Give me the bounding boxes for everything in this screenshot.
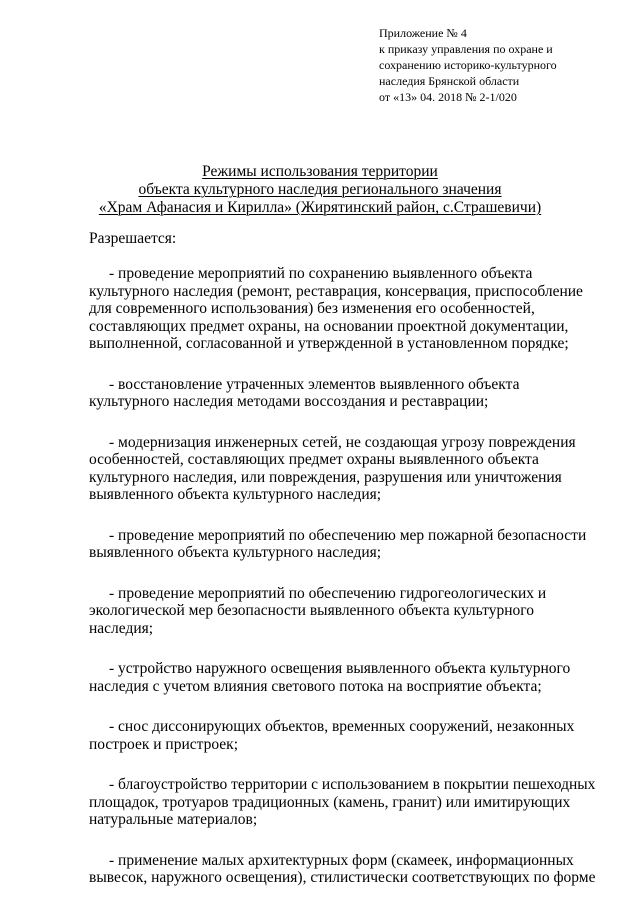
title-line: «Храм Афанасия и Кирилла» (Жирятинский район, с.Страшевичи) [98,199,542,216]
paragraph-line: - устройство наружного освещения выявленного объекта культурного [109,660,571,677]
list-item [89,660,609,695]
intro-heading: Разрешается: [89,230,177,247]
appendix-line: сохранению историко-культурного [379,58,557,72]
paragraph-line: построек и пристроек; [89,735,239,753]
paragraph-line: - проведение мероприятий по обеспечению гидрогеологических и [109,584,547,602]
appendix-line: наследия Брянской области [379,74,520,88]
paragraph-line: - применение малых архитектурных форм (скамеек, информационных [109,851,574,869]
title-line: объекта культурного наследия регионального значения [138,181,502,198]
paragraph-line: выполненной, согласованной и утвержденной в установленном порядке; [89,335,569,352]
paragraph-line: выявленного объекта культурного наследия; [89,486,382,503]
list-item [89,776,609,829]
paragraph-line: - восстановление утраченных элементов выявленного объекта [109,375,520,393]
paragraph-line: для современного использования) без изменения его особенностей, [89,300,535,317]
paragraph-line: - проведение мероприятий по обеспечению мер пожарной безопасности [109,526,587,544]
title-line: Режимы использования территории [202,163,438,180]
list-item [89,852,609,887]
list-item [89,265,609,353]
paragraph-line: культурного наследия (ремонт, реставрация, консервация, приспособление [89,282,583,300]
paragraph-line: площадок, тротуаров традиционных (камень, гранит) или имитирующих [89,793,571,811]
paragraph-line: наследия с учетом влияния светового потока на восприятие объекта; [89,677,542,695]
paragraph-line: наследия; [89,619,154,637]
appendix-line: от «13» 04. 2018 № 2-1/020 [379,90,517,104]
paragraph-line: культурного наследия методами воссоздания и реставрации; [89,393,489,410]
paragraph-line: - модернизация инженерных сетей, не создающая угрозу повреждения [109,433,576,451]
list-item [89,434,609,504]
list-item [89,527,609,562]
paragraph-line: культурного наследия, или повреждения, разрушения или уничтожения [89,468,562,486]
paragraph-line: - проведение мероприятий по сохранению выявленного объекта [109,265,533,282]
appendix-line: Приложение № 4 [379,26,467,40]
permitted-list [89,265,609,910]
paragraph-line: натуральные материалов; [89,811,258,828]
paragraph-line: - снос диссонирующих объектов, временных сооружений, незаконных [109,718,575,735]
paragraph-line: выявленного объекта культурного наследия; [89,544,382,561]
paragraph-line: особенностей, составляющих предмет охраны выявленного объекта [89,451,539,468]
paragraph-line: вывесок, наружного освещения), стилистически соответствующих по форме [89,869,596,886]
paragraph-line: - благоустройство территории с использованием в покрытии пешеходных [109,776,596,793]
document-title [0,163,640,217]
list-item [89,376,609,411]
appendix-header [379,25,557,105]
appendix-line: к приказу управления по охране и [379,42,553,56]
paragraph-line: составляющих предмет охраны, на основании проектной документации, [89,317,569,335]
list-item [89,718,609,753]
list-item [89,585,609,638]
paragraph-line: экологической мер безопасности выявленного объекта культурного [89,602,534,619]
